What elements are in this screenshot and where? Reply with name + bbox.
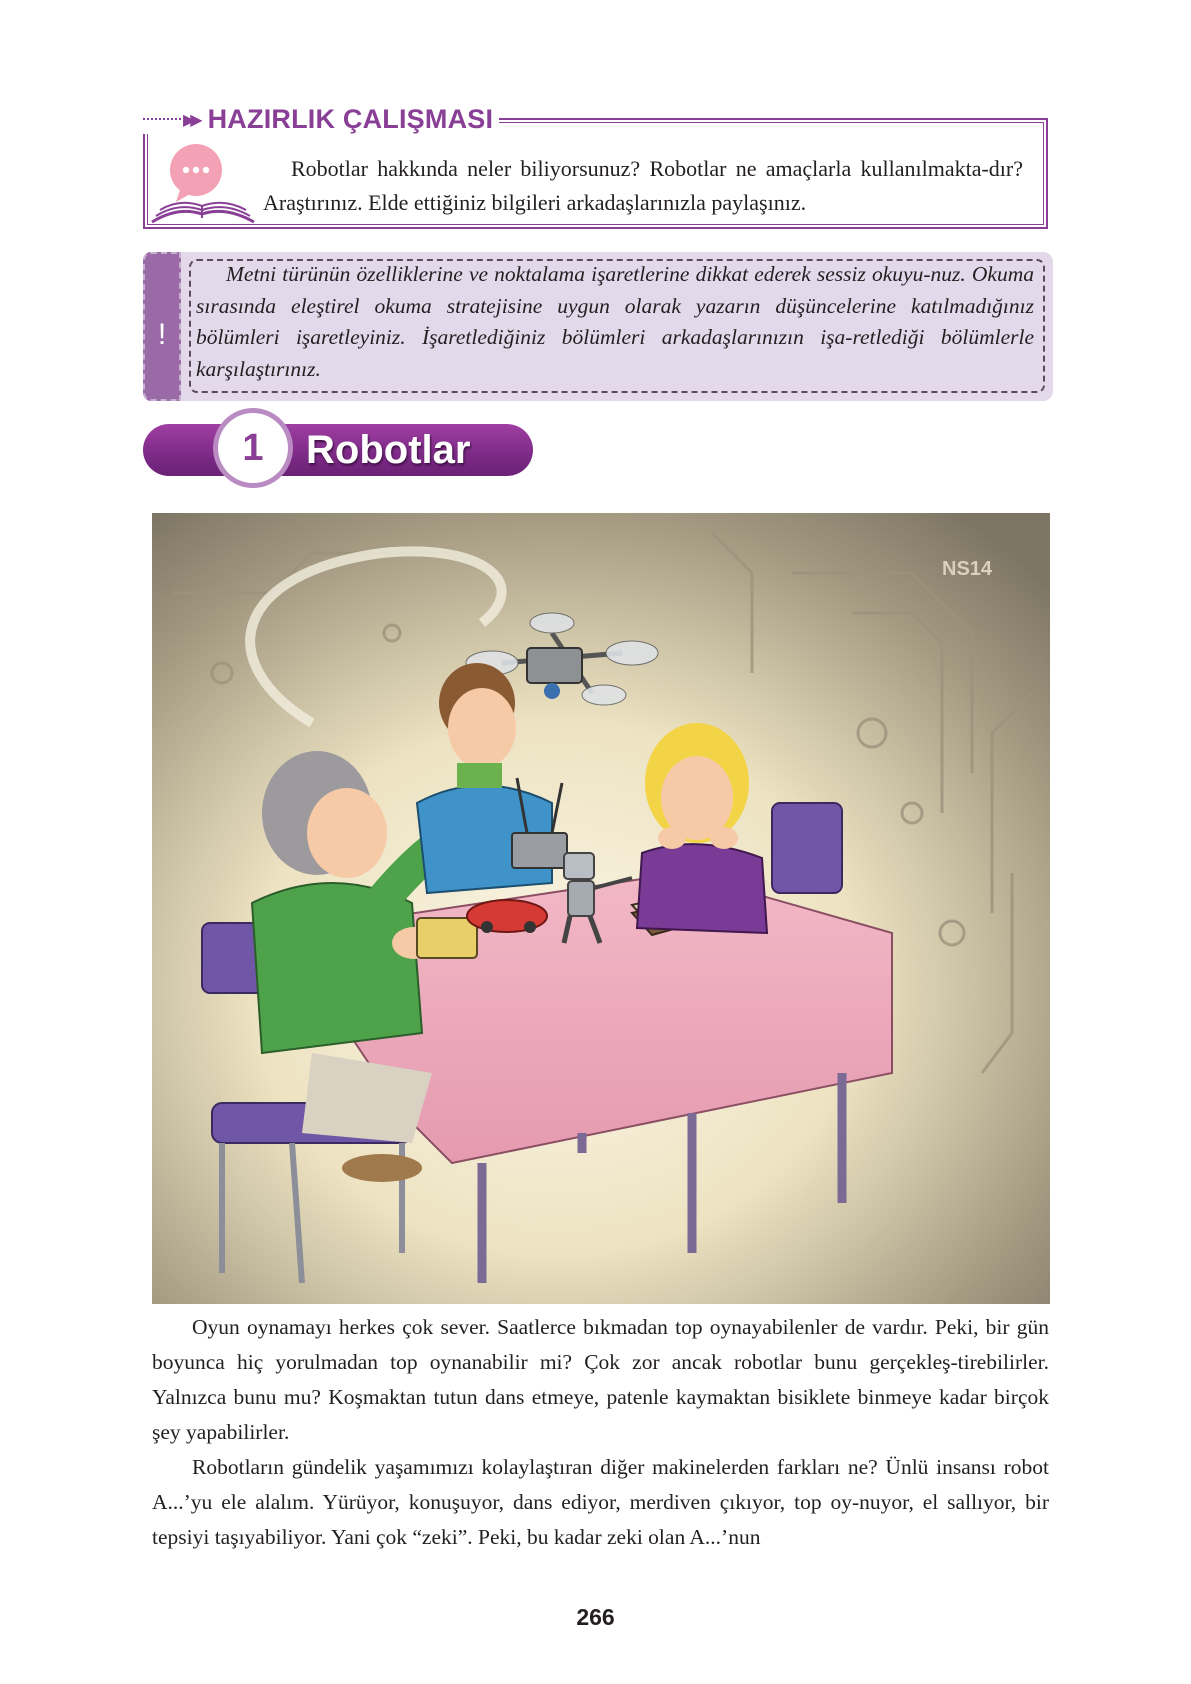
paragraph: Robotların gündelik yaşamımızı kolaylaştıran diğer makinelerden farkları ne? Ünlü insansı robot A...’yu ele alalım. Yürüyor, konuşuyor, dans ediyor, merdiven çıkıyor, top oy-nuyor, el sallıyor, bir tepsiyi taşıyabiliyor. Yani çok “zeki”. Peki, bu kadar zeki olan A...’nun	[152, 1455, 1049, 1549]
body-text	[152, 1310, 1049, 1555]
section-title: Robotlar	[306, 428, 471, 472]
preparation-text: Robotlar hakkında neler biliyorsunuz? Robotlar ne amaçlarla kullanılmakta-dır? Araştırınız. Elde ettiğiniz bilgileri arkadaşlarınızla paylaşınız.	[263, 156, 1023, 215]
children-with-robots-illustration	[152, 513, 1050, 1304]
controller-device-icon	[417, 918, 477, 958]
toy-car-icon	[467, 900, 547, 933]
preparation-header	[143, 104, 499, 134]
section-number: 1	[242, 427, 264, 469]
dotted-leader	[143, 118, 181, 120]
double-arrow-icon: ▶▶	[183, 109, 198, 129]
paragraph: Oyun oynamayı herkes çok sever. Saatlerce bıkmadan top oynayabilenler de vardır. Peki, bir gün boyunca hiç yorulmadan top oynanabilir mi? Çok zor ancak robotlar bunu gerçekleş-tirebilirler. Yalnızca bunu mu? Koşmaktan tutun dans etmeye, patenle kaymaktan bisiklete binmeye kadar birçok şey yapabilirler.	[152, 1315, 1049, 1444]
exclamation-icon: !	[157, 318, 167, 351]
speech-bubble-book-icon	[150, 140, 258, 226]
page-number: 266	[576, 1604, 615, 1630]
preparation-title: HAZIRLIK ÇALIŞMASI	[207, 103, 494, 134]
board-label: NS14	[942, 558, 993, 580]
reading-instruction-text: Metni türünün özelliklerine ve noktalama işaretlerine dikkat ederek sessiz okuyu-nuz. Okuma sırasında eleştirel okuma stratejisine uygun olarak yazarın düşüncelerine katılmadığınız bölümleri işaretleyiniz. İşaretlediğiniz bölümleri arkadaşlarınızın işa-retlediği bölümlerle karşılaştırınız.	[196, 262, 1034, 381]
